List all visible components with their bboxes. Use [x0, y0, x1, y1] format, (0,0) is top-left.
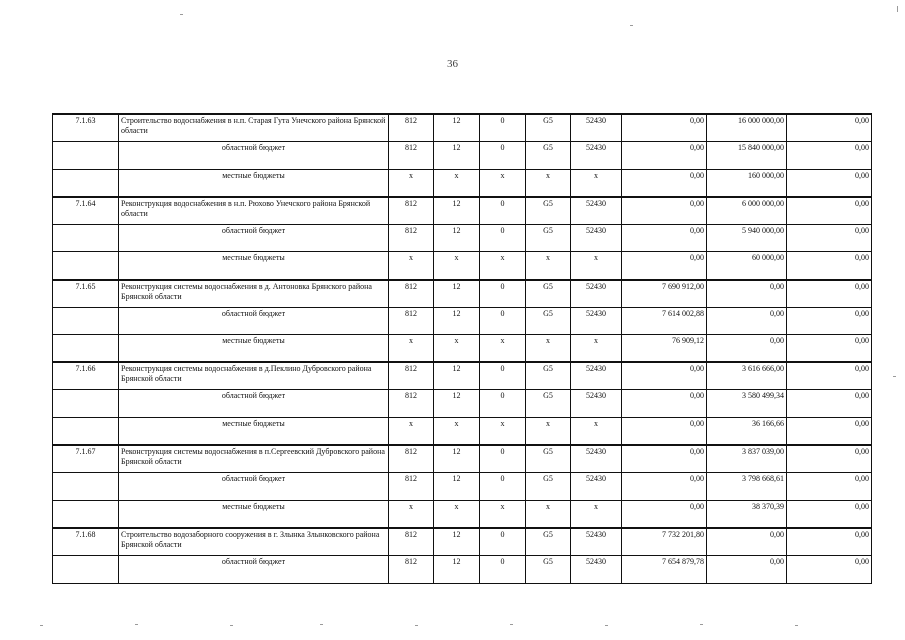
cell-name: Реконструкция системы водоснабжения в д. Антоновка Брянского района Брянской области	[119, 280, 389, 308]
cell-code	[53, 169, 119, 197]
cell-section: 12	[434, 142, 480, 170]
cell-expense-code: 52430	[571, 224, 622, 252]
scan-mark	[700, 624, 703, 625]
cell-grbs: 812	[389, 280, 434, 308]
cell-amount-2: 36 166,66	[707, 418, 787, 446]
cell-section: x	[434, 252, 480, 280]
cell-section: 12	[434, 362, 480, 390]
cell-project: G5	[526, 197, 571, 225]
cell-name: Реконструкция водоснабжения в н.п. Рюхово Унечского района Брянской области	[119, 197, 389, 225]
cell-amount-1: 76 909,12	[622, 335, 707, 363]
cell-program: 0	[480, 390, 526, 418]
cell-name: областной бюджет	[119, 473, 389, 501]
cell-grbs: 812	[389, 362, 434, 390]
cell-amount-3: 0,00	[787, 445, 872, 473]
cell-project: G5	[526, 528, 571, 556]
cell-amount-2: 160 000,00	[707, 169, 787, 197]
cell-section: x	[434, 169, 480, 197]
cell-project: G5	[526, 556, 571, 584]
cell-program: 0	[480, 280, 526, 308]
cell-amount-1: 0,00	[622, 224, 707, 252]
table-row	[53, 142, 872, 170]
page-number: 36	[447, 58, 458, 70]
cell-name: Строительство водозаборного сооружения в г. Злынка Злынковского района Брянской области	[119, 528, 389, 556]
budget-table	[52, 113, 872, 584]
cell-code	[53, 335, 119, 363]
cell-grbs: x	[389, 500, 434, 528]
scan-mark	[893, 376, 896, 377]
cell-grbs: x	[389, 252, 434, 280]
cell-code	[53, 473, 119, 501]
cell-code: 7.1.66	[53, 362, 119, 390]
cell-amount-2: 0,00	[707, 307, 787, 335]
cell-amount-3: 0,00	[787, 252, 872, 280]
cell-grbs: 812	[389, 556, 434, 584]
scan-mark	[510, 624, 513, 625]
cell-code	[53, 418, 119, 446]
cell-amount-1: 0,00	[622, 445, 707, 473]
table-row	[53, 169, 872, 197]
scan-mark	[795, 625, 798, 626]
cell-program: 0	[480, 528, 526, 556]
cell-amount-2: 0,00	[707, 528, 787, 556]
cell-name: областной бюджет	[119, 142, 389, 170]
cell-amount-1: 7 690 912,00	[622, 280, 707, 308]
cell-program: x	[480, 169, 526, 197]
cell-project: G5	[526, 445, 571, 473]
cell-expense-code: 52430	[571, 280, 622, 308]
table-row	[53, 445, 872, 473]
table-row	[53, 556, 872, 584]
table-row	[53, 114, 872, 142]
cell-section: 12	[434, 307, 480, 335]
cell-name: Реконструкция системы водоснабжения в п.Сергеевский Дубровского района Брянской области	[119, 445, 389, 473]
cell-section: 12	[434, 224, 480, 252]
cell-grbs: 812	[389, 390, 434, 418]
cell-expense-code: 52430	[571, 473, 622, 501]
cell-expense-code: 52430	[571, 390, 622, 418]
cell-code	[53, 556, 119, 584]
cell-project: x	[526, 169, 571, 197]
table-row	[53, 362, 872, 390]
table-row	[53, 280, 872, 308]
cell-amount-3: 0,00	[787, 335, 872, 363]
cell-program: 0	[480, 445, 526, 473]
cell-grbs: 812	[389, 197, 434, 225]
cell-amount-2: 38 370,39	[707, 500, 787, 528]
cell-amount-3: 0,00	[787, 500, 872, 528]
table-row	[53, 335, 872, 363]
cell-expense-code: 52430	[571, 197, 622, 225]
cell-amount-1: 0,00	[622, 169, 707, 197]
cell-amount-1: 7 732 201,80	[622, 528, 707, 556]
cell-program: x	[480, 335, 526, 363]
cell-project: G5	[526, 390, 571, 418]
cell-section: 12	[434, 473, 480, 501]
cell-expense-code: x	[571, 500, 622, 528]
cell-code: 7.1.67	[53, 445, 119, 473]
cell-amount-3: 0,00	[787, 307, 872, 335]
cell-amount-2: 3 798 668,61	[707, 473, 787, 501]
cell-program: x	[480, 418, 526, 446]
cell-grbs: 812	[389, 528, 434, 556]
cell-amount-1: 0,00	[622, 418, 707, 446]
cell-amount-1: 7 654 879,78	[622, 556, 707, 584]
cell-expense-code: x	[571, 252, 622, 280]
cell-amount-3: 0,00	[787, 528, 872, 556]
table-row	[53, 500, 872, 528]
cell-amount-2: 5 940 000,00	[707, 224, 787, 252]
cell-code: 7.1.64	[53, 197, 119, 225]
cell-amount-1: 0,00	[622, 197, 707, 225]
cell-name: областной бюджет	[119, 224, 389, 252]
scan-mark	[415, 625, 418, 626]
cell-amount-2: 3 580 499,34	[707, 390, 787, 418]
cell-amount-3: 0,00	[787, 390, 872, 418]
table-row	[53, 307, 872, 335]
cell-amount-3: 0,00	[787, 114, 872, 142]
cell-amount-2: 16 000 000,00	[707, 114, 787, 142]
cell-program: 0	[480, 114, 526, 142]
scan-mark	[897, 6, 898, 12]
cell-grbs: 812	[389, 114, 434, 142]
cell-project: G5	[526, 362, 571, 390]
cell-amount-3: 0,00	[787, 280, 872, 308]
cell-amount-3: 0,00	[787, 224, 872, 252]
cell-expense-code: x	[571, 418, 622, 446]
cell-grbs: x	[389, 169, 434, 197]
cell-name: местные бюджеты	[119, 418, 389, 446]
cell-amount-3: 0,00	[787, 169, 872, 197]
cell-amount-2: 6 000 000,00	[707, 197, 787, 225]
cell-code: 7.1.68	[53, 528, 119, 556]
cell-program: x	[480, 500, 526, 528]
cell-grbs: 812	[389, 473, 434, 501]
cell-name: областной бюджет	[119, 390, 389, 418]
cell-amount-1: 0,00	[622, 114, 707, 142]
cell-project: G5	[526, 473, 571, 501]
cell-amount-1: 0,00	[622, 500, 707, 528]
cell-amount-3: 0,00	[787, 418, 872, 446]
cell-project: x	[526, 252, 571, 280]
cell-grbs: x	[389, 335, 434, 363]
table-row	[53, 224, 872, 252]
cell-section: x	[434, 335, 480, 363]
cell-program: 0	[480, 362, 526, 390]
cell-project: G5	[526, 142, 571, 170]
cell-amount-2: 60 000,00	[707, 252, 787, 280]
cell-amount-2: 3 616 666,00	[707, 362, 787, 390]
cell-amount-2: 0,00	[707, 280, 787, 308]
cell-name: Реконструкция системы водоснабжения в д.Пеклино Дубровского района Брянской области	[119, 362, 389, 390]
cell-section: 12	[434, 556, 480, 584]
cell-name: местные бюджеты	[119, 335, 389, 363]
cell-code	[53, 390, 119, 418]
cell-expense-code: 52430	[571, 307, 622, 335]
cell-code: 7.1.65	[53, 280, 119, 308]
cell-program: 0	[480, 556, 526, 584]
cell-section: 12	[434, 445, 480, 473]
cell-program: x	[480, 252, 526, 280]
cell-expense-code: x	[571, 169, 622, 197]
scan-mark	[135, 624, 138, 625]
cell-project: G5	[526, 224, 571, 252]
cell-expense-code: x	[571, 335, 622, 363]
cell-amount-1: 0,00	[622, 390, 707, 418]
scan-mark	[630, 25, 633, 26]
cell-name: местные бюджеты	[119, 169, 389, 197]
cell-grbs: x	[389, 418, 434, 446]
cell-amount-1: 0,00	[622, 362, 707, 390]
cell-amount-2: 0,00	[707, 556, 787, 584]
cell-grbs: 812	[389, 307, 434, 335]
cell-section: 12	[434, 390, 480, 418]
table-row	[53, 197, 872, 225]
cell-project: x	[526, 500, 571, 528]
scan-mark	[180, 14, 183, 15]
cell-expense-code: 52430	[571, 556, 622, 584]
scan-mark	[40, 625, 43, 626]
cell-program: 0	[480, 197, 526, 225]
cell-name: местные бюджеты	[119, 500, 389, 528]
cell-expense-code: 52430	[571, 528, 622, 556]
cell-section: 12	[434, 197, 480, 225]
cell-amount-2: 0,00	[707, 335, 787, 363]
cell-program: 0	[480, 473, 526, 501]
cell-amount-3: 0,00	[787, 473, 872, 501]
cell-expense-code: 52430	[571, 362, 622, 390]
cell-section: 12	[434, 528, 480, 556]
cell-project: G5	[526, 307, 571, 335]
table-row	[53, 390, 872, 418]
cell-grbs: 812	[389, 445, 434, 473]
table-body	[53, 114, 872, 583]
cell-name: Строительство водоснабжения в н.п. Старая Гута Унечского района Брянской области	[119, 114, 389, 142]
cell-amount-1: 0,00	[622, 252, 707, 280]
cell-grbs: 812	[389, 224, 434, 252]
cell-expense-code: 52430	[571, 445, 622, 473]
cell-section: x	[434, 500, 480, 528]
cell-code	[53, 500, 119, 528]
scan-mark	[320, 624, 323, 625]
cell-section: 12	[434, 114, 480, 142]
cell-code: 7.1.63	[53, 114, 119, 142]
cell-amount-2: 3 837 039,00	[707, 445, 787, 473]
cell-project: x	[526, 335, 571, 363]
cell-program: 0	[480, 307, 526, 335]
cell-name: местные бюджеты	[119, 252, 389, 280]
table-row	[53, 418, 872, 446]
cell-amount-2: 15 840 000,00	[707, 142, 787, 170]
cell-amount-3: 0,00	[787, 142, 872, 170]
cell-code	[53, 224, 119, 252]
cell-amount-1: 0,00	[622, 473, 707, 501]
cell-project: G5	[526, 114, 571, 142]
cell-amount-1: 0,00	[622, 142, 707, 170]
cell-program: 0	[480, 142, 526, 170]
cell-project: G5	[526, 280, 571, 308]
table-row	[53, 473, 872, 501]
cell-expense-code: 52430	[571, 114, 622, 142]
cell-amount-3: 0,00	[787, 197, 872, 225]
cell-amount-3: 0,00	[787, 362, 872, 390]
cell-expense-code: 52430	[571, 142, 622, 170]
cell-name: областной бюджет	[119, 307, 389, 335]
cell-project: x	[526, 418, 571, 446]
cell-program: 0	[480, 224, 526, 252]
cell-code	[53, 142, 119, 170]
cell-name: областной бюджет	[119, 556, 389, 584]
cell-grbs: 812	[389, 142, 434, 170]
cell-section: 12	[434, 280, 480, 308]
cell-amount-3: 0,00	[787, 556, 872, 584]
cell-code	[53, 307, 119, 335]
table-row	[53, 528, 872, 556]
cell-code	[53, 252, 119, 280]
cell-section: x	[434, 418, 480, 446]
scan-mark	[605, 625, 608, 626]
cell-amount-1: 7 614 002,88	[622, 307, 707, 335]
table-row	[53, 252, 872, 280]
scan-mark	[230, 625, 233, 626]
